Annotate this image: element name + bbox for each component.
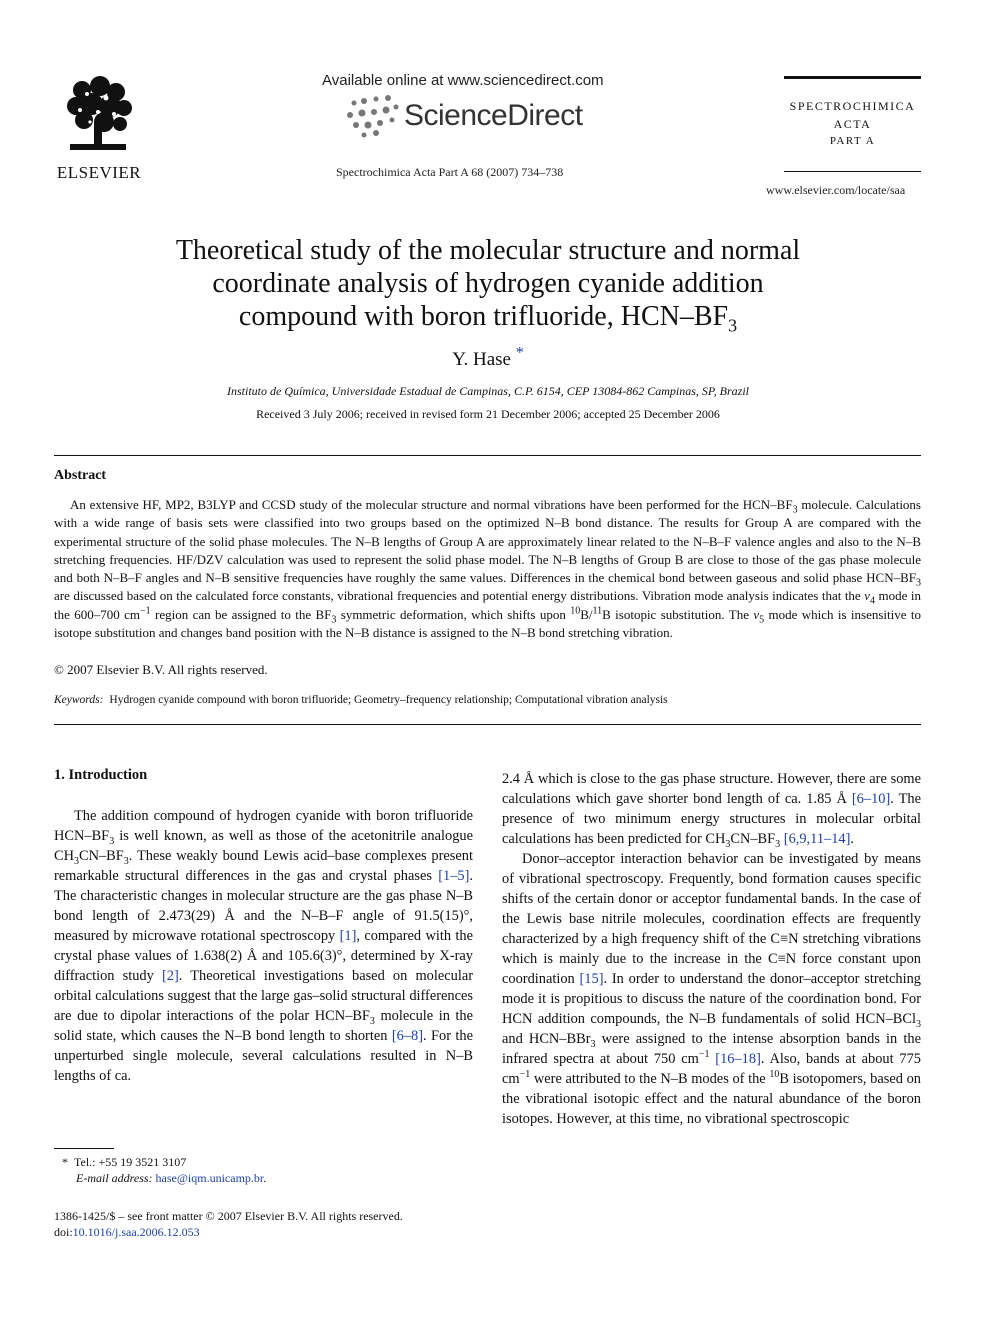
nameplate-rule xyxy=(784,76,921,79)
abstract-body: An extensive HF, MP2, B3LYP and CCSD study of the molecular structure and normal vibrations have been performed for the HCN–$BF_3$ molecule. Calculations with a wide range of basis sets were classified into two groups based on the optimized N–B bond distance. The results for Group A are compared with the experimental structure of the solid phase molecules. The N–B lengths of Group A are approximately linear related to the N–B–F valence angles and also to the N–B stretching frequencies. HF/DZV calculation was used to represent the solid phase model. The N–B lengths of Group B are close to those of the gas phase molecule and both N–B–F angles and N–B sensitive frequencies have roughly the same values. Differences in the chemical bond between gaseous and solid phase HCN–$BF_3$ are discussed based on the calculated force constants, vibrational frequencies and potential energy distributions. Vibration mode analysis indicates that the $\nu_4$ mode in the 600–700 $cm^{-1}$ region can be assigned to the $BF_3$ symmetric deformation, which shifts upon $^{10}$B/$^{11}$B isotopic substitution. The $\nu_5$ mode which is insensitive to isotope substitution and changes band position with the N–B distance is assigned to the N–B bond stretching vibration. xyxy=(54,497,921,641)
nameplate-rule xyxy=(784,171,921,172)
sciencedirect-wordmark: ScienceDirect xyxy=(404,99,583,132)
doi-line: doi:10.1016/j.saa.2006.12.053 xyxy=(54,1225,200,1239)
journal-nameplate xyxy=(784,76,921,172)
citation-link[interactable]: [16–18] xyxy=(715,1051,761,1067)
sciencedirect-logo xyxy=(344,93,604,141)
article-title: Theoretical study of the molecular structure and normal coordinate analysis of hydrogen cyanide addition compound with boron trifluoride, HCN–$BF_3$ xyxy=(175,235,801,336)
footnote-telephone: * Tel.: +55 19 3521 3107 xyxy=(62,1155,187,1169)
citation-link[interactable]: [6,9,11–14] xyxy=(783,831,851,847)
journal-citation: Spectrochimica Acta Part A 68 (2007) 734–738 xyxy=(336,165,564,179)
footnote-email: E-mail address: hase@iqm.unicamp.br. xyxy=(76,1171,267,1185)
sciencedirect-dots-icon xyxy=(344,93,400,141)
email-link[interactable]: hase@iqm.unicamp.br xyxy=(155,1171,264,1185)
footnote-rule xyxy=(54,1148,114,1149)
received-dates: Received 3 July 2006; received in revised form 21 December 2006; accepted 25 December 2006 xyxy=(256,407,720,421)
citation-link[interactable]: [6–10] xyxy=(851,791,891,807)
keywords: Keywords: Hydrogen cyanide compound with boron trifluoride; Geometry–frequency relationship; Computational vibration analysis xyxy=(54,694,668,706)
body-column-right: 2.4 Å which is close to the gas phase structure. However, there are some calculations which gave shorter bond length of ca. 1.85 Å [6–10]. The presence of two minimum energy structures in molecular orbital calculations has been predicted for $CH_3CN-BF_3$ [6,9,11–14]. Donor–acceptor interaction behavior can be investigated by means of vibrational spectroscopy. Frequently, bond formation causes specific shifts of the certain donor or acceptor fundamental bands. In the case of the Lewis base nitrile molecules, coordination effects are frequently characterized by a high frequency shift of the C≡N stretching vibrations which is mainly due to the increase in the C≡N force constant upon coordination [15]. In order to understand the donor–acceptor stretching mode it is propitious to discuss the nature of the coordination bond. For HCN addition compounds, the N–B fundamentals of solid HCN–BCl$_3$ and HCN–BBr$_3$ were assigned to the intense absorption bands in the infrared spectra at about 750 $cm^{-1}$ [16–18]. Also, bands at about 775 $cm^{-1}$ were attributed to the N–B modes of the $^{10}$B isotopomers, based on the vibrational isotopic effect and the natural abundance of the boron isotopes. However, at this time, no vibrational spectroscopic xyxy=(502,771,921,1127)
body-column-left: The addition compound of hydrogen cyanide with boron trifluoride HCN–$BF_3$ is well known, as well as those of the acetonitrile analogue $CH_3CN-BF_3$. These weakly bound Lewis acid–base complexes present remarkable structural differences in the gas and crystal phases [1–5]. The characteristic changes in molecular structure are the gas phase N–B bond length of 2.473(29) Å and the N–B–F angle of 91.5(15)°, measured by microwave rotational spectroscopy [1], compared with the crystal phase values of 1.638(2) Å and 105.6(3)°, determined by X-ray diffraction study [2]. Theoretical investigations based on molecular orbital calculations suggest that the large gas–solid structural differences are due to dipolar interactions of the polar HCN–$BF_3$ molecule in the solid state, which causes the N–B bond length to shorten [6–8]. For the unperturbed single molecule, several calculations resulted in N–B lengths of ca. xyxy=(54,808,474,1084)
elsevier-logo xyxy=(52,76,146,180)
elsevier-tree-icon xyxy=(62,76,134,154)
affiliation: Instituto de Química, Universidade Estadual de Campinas, C.P. 6154, CEP 13084-862 Campinas, SP, Brazil xyxy=(227,384,749,398)
author-name: Y. Hase * xyxy=(452,344,524,370)
issn-line: 1386-1425/$ – see front matter © 2007 Elsevier B.V. All rights reserved. xyxy=(54,1209,403,1223)
elsevier-wordmark: ELSEVIER xyxy=(56,163,142,182)
journal-name: SPECTROCHIMICA ACTA xyxy=(789,99,916,131)
citation-link[interactable]: [6–8] xyxy=(391,1028,424,1044)
citation-link[interactable]: [1–5] xyxy=(438,868,470,884)
citation-link[interactable]: [15] xyxy=(579,971,604,987)
journal-url[interactable]: www.elsevier.com/locate/saa xyxy=(766,183,906,197)
available-online-text: Available online at www.sciencedirect.com xyxy=(322,72,604,89)
journal-part: PART A xyxy=(829,135,876,147)
section-heading: 1. Introduction xyxy=(54,767,148,783)
abstract-heading: Abstract xyxy=(54,468,107,483)
doi-link[interactable]: 10.1016/j.saa.2006.12.053 xyxy=(72,1225,200,1239)
divider xyxy=(54,724,921,725)
citation-link[interactable]: [1] xyxy=(339,928,357,944)
abstract-copyright: © 2007 Elsevier B.V. All rights reserved. xyxy=(54,662,268,677)
divider xyxy=(54,455,921,456)
citation-link[interactable]: [2] xyxy=(161,968,179,984)
corresponding-author-mark[interactable]: * xyxy=(515,344,524,362)
